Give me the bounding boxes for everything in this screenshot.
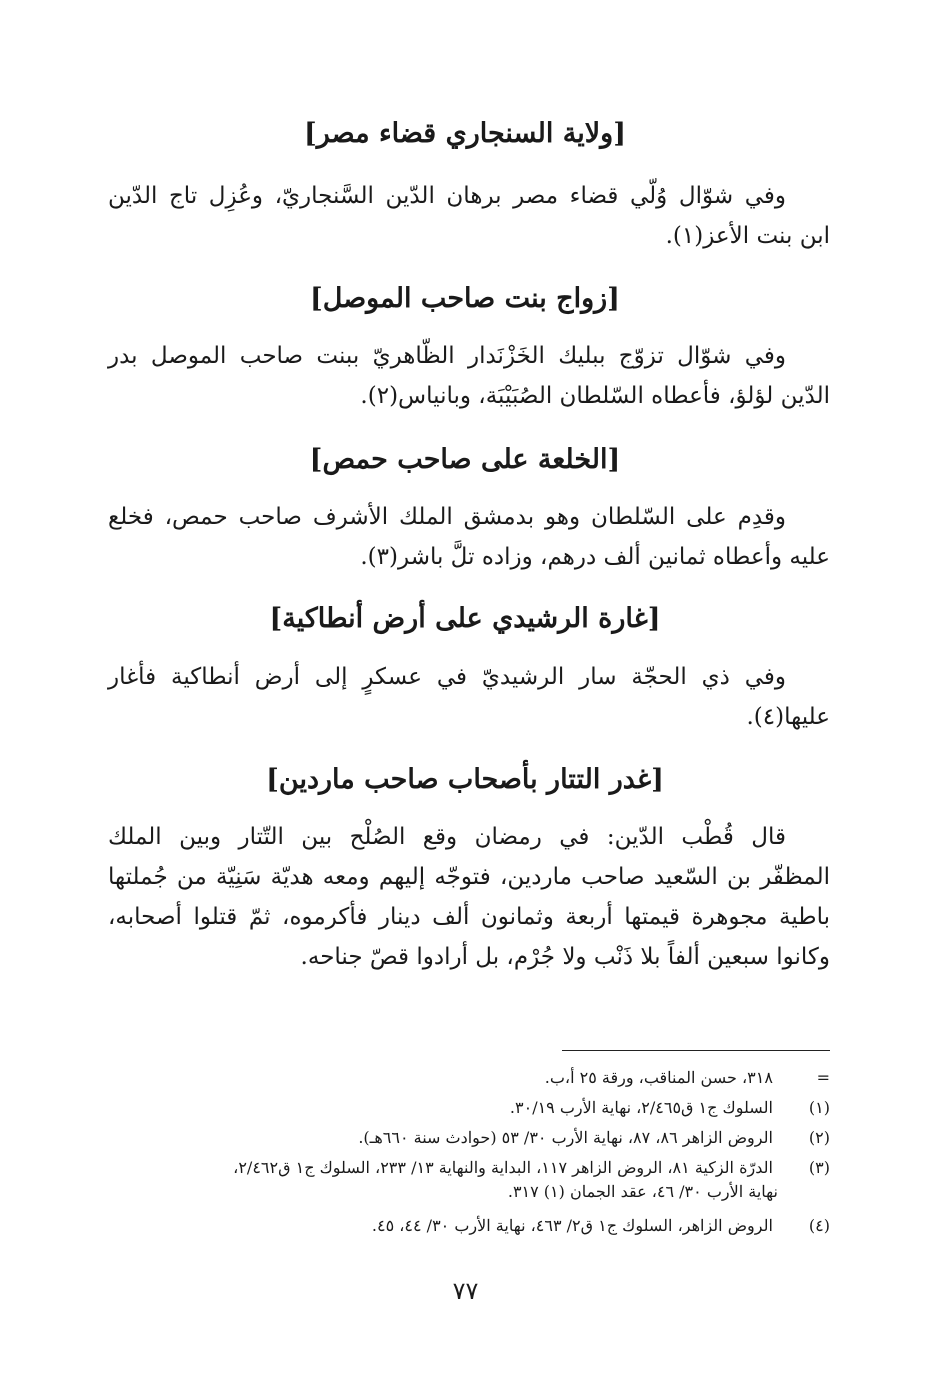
paragraph-line: باطية مجوهرة قيمتها أربعة وثمانون ألف دينار فأكرموه، ثمّ قتلوا أصحابه، <box>108 904 830 930</box>
section-paragraph <box>108 336 830 416</box>
footnote <box>108 1126 830 1150</box>
paragraph-line: المظفّر بن السّعيد صاحب ماردين، فتوجّه إليهم ومعه هديّة سَنِيّة من جُملتها <box>108 864 830 890</box>
paragraph-line: وفي شوّال وُلّي قضاء مصر برهان الدّين السَّنجاريّ، وعُزِل تاج الدّين <box>108 183 786 209</box>
section-paragraph <box>108 176 830 256</box>
footnote-text: الروض الزاهر، السلوك ج١ ق٢/ ٤٦٣، نهاية الأرب ٣٠/ ٤٤، ٤٥. <box>371 1216 773 1235</box>
paragraph-line: وفي شوّال تزوّج ببليك الخَزْنَدار الظّاهريّ ببنت صاحب الموصل بدر <box>108 343 786 369</box>
footnote-separator <box>562 1050 830 1051</box>
footnote <box>108 1096 830 1120</box>
section-title: [غارة الرشيدي على أرض أنطاكية] <box>269 603 661 634</box>
footnote <box>108 1066 830 1090</box>
paragraph-line: عليه وأعطاه ثمانين ألف درهم، وزاده تلَّ باشر(٣). <box>360 544 830 570</box>
paragraph-line: وقدِم على السّلطان وهو بدمشق الملك الأشرف صاحب حمص، فخلع <box>108 504 786 530</box>
paragraph-line: الدّين لؤلؤ، فأعطاه السّلطان الصُبَيْبَة، وبانياس(٢). <box>360 383 830 409</box>
paragraph-line: عليها(٤). <box>746 704 830 730</box>
section-paragraph <box>108 657 830 737</box>
section-paragraph <box>108 817 830 977</box>
footnote-text: ٣١٨، حسن المناقب، ورقة ٢٥ أ،ب. <box>544 1068 773 1087</box>
paragraph-line: قال قُطْب الدّين: في رمضان وقع الصُلْح بين التّتار وبين الملك <box>108 824 786 850</box>
section-title: [غدر التتار بأصحاب صاحب ماردين] <box>266 764 664 795</box>
footnote-text: السلوك ج١ ق٢/٤٦٥، نهاية الأرب ٣٠/١٩. <box>509 1098 773 1117</box>
footnote-text: الروض الزاهر ٨٦، ٨٧، نهاية الأرب ٣٠/ ٥٣ (حوادث سنة ٦٦٠هـ). <box>358 1128 773 1147</box>
section-title: [ولاية السنجاري قضاء مصر] <box>304 118 626 149</box>
paragraph-line: وفي ذي الحجّة سار الرشيديّ في عسكرٍ إلى أرض أنطاكية فأغار <box>108 664 786 690</box>
footnote-continuation: نهاية الأرب ٣٠/ ٤٦، عقد الجمان (١) ٣١٧. <box>507 1182 778 1201</box>
footnote <box>108 1214 830 1238</box>
paragraph-line: وكانوا سبعين ألفاً بلا ذَنْب ولا جُرْم، بل أرادوا قصّ جناحه. <box>300 944 830 970</box>
footnote-marker: = <box>816 1068 830 1087</box>
footnote-marker: (٤) <box>808 1216 830 1235</box>
footnote-marker: (٣) <box>808 1158 830 1177</box>
section-paragraph <box>108 497 830 577</box>
footnote <box>108 1156 830 1204</box>
section-title: [زواج بنت صاحب الموصل] <box>310 283 620 314</box>
footnote-text: الدرّة الزكية ٨١، الروض الزاهر ١١٧، البداية والنهاية ١٣/ ٢٣٣، السلوك ج١ ق٢/٤٦٢، <box>233 1158 773 1177</box>
section-title: [الخلعة على صاحب حمص] <box>309 444 621 475</box>
paragraph-line: ابن بنت الأعز(١). <box>665 223 830 249</box>
footnote-marker: (٢) <box>808 1128 830 1147</box>
page-number: ٧٧ <box>452 1277 479 1305</box>
footnote-marker: (١) <box>808 1098 830 1117</box>
